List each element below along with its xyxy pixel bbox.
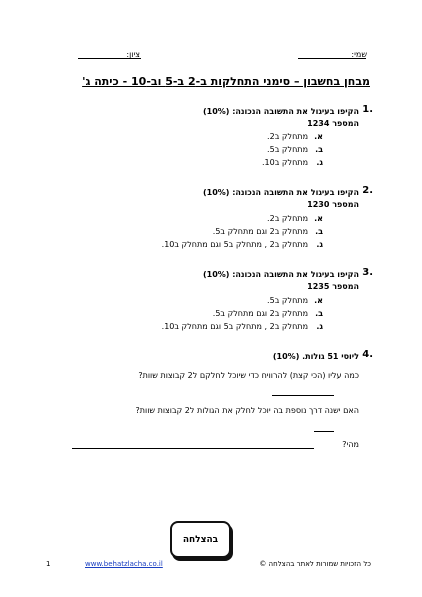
question-prompt: ליוסי 51 גולות. (10%) — [272, 352, 359, 361]
answer-line[interactable] — [72, 448, 314, 449]
question-number: 1. — [362, 104, 373, 115]
logo-text: בהצלחה — [182, 534, 219, 545]
question-number: 4. — [362, 349, 373, 360]
copyright-notice: כל הזכויות שמורות לאתר בהצלחה © — [259, 560, 371, 568]
page-number: 1 — [46, 560, 51, 568]
question-number: 2. — [362, 185, 373, 196]
grade-label: ציון: — [126, 50, 140, 59]
option-letter: ג. — [316, 322, 323, 331]
question-number-line: המספר 1235 — [307, 282, 359, 291]
success-logo — [170, 521, 231, 558]
page-title: מבחן בחשבון – סימני התחלקות ב-2 ב-5 וב-10 - כיתה ג' — [82, 75, 370, 88]
question-prompt: הקיפו בעיגול את התשובה הנכונה: (10%) — [202, 188, 359, 197]
option-text[interactable]: מתחלק ב2 וגם מתחלק ב5. — [212, 309, 308, 318]
name-label: שמי: — [351, 50, 367, 59]
option-text[interactable]: מתחלק ב2 , מתחלק ב5 וגם מתחלק ב10. — [161, 240, 308, 249]
question-subprompt: כמה עליו (הכי קצת) להרוויח כדי שיוכל לחלקם ל2 קבוצות שוות? — [138, 371, 359, 380]
option-text[interactable]: מתחלק ב2. — [267, 132, 308, 141]
option-text[interactable]: מתחלק ב10. — [261, 158, 308, 167]
answer-line[interactable] — [272, 395, 334, 396]
question-number-line: המספר 1230 — [307, 200, 359, 209]
question-prompt: הקיפו בעיגול את התשובה הנכונה: (10%) — [202, 270, 359, 279]
option-letter: ג. — [316, 158, 323, 167]
option-letter: ב. — [315, 145, 323, 154]
option-text[interactable]: מתחלק ב2 וגם מתחלק ב5. — [212, 227, 308, 236]
question-subprompt: האם ישנה דרך נוספת בה יוכל לחלק את הגולות ל2 קבוצות שוות? — [135, 406, 359, 415]
option-letter: ג. — [316, 240, 323, 249]
option-letter: א. — [314, 214, 323, 223]
option-text[interactable]: מתחלק ב2 , מתחלק ב5 וגם מתחלק ב10. — [161, 322, 308, 331]
option-letter: א. — [314, 132, 323, 141]
question-number-line: המספר 1234 — [307, 119, 359, 128]
answer-line[interactable] — [314, 431, 334, 432]
grade-line[interactable] — [78, 58, 141, 59]
question-subprompt: מהי? — [342, 440, 359, 449]
option-text[interactable]: מתחלק ב5. — [267, 145, 308, 154]
name-line[interactable] — [298, 58, 366, 59]
website-link[interactable]: www.behatzlacha.co.il — [85, 560, 163, 568]
option-letter: א. — [314, 296, 323, 305]
question-number: 3. — [362, 267, 373, 278]
option-text[interactable]: מתחלק ב2. — [267, 214, 308, 223]
question-prompt: הקיפו בעיגול את התשובה הנכונה: (10%) — [202, 107, 359, 116]
option-letter: ב. — [315, 227, 323, 236]
option-text[interactable]: מתחלק ב5. — [267, 296, 308, 305]
option-letter: ב. — [315, 309, 323, 318]
